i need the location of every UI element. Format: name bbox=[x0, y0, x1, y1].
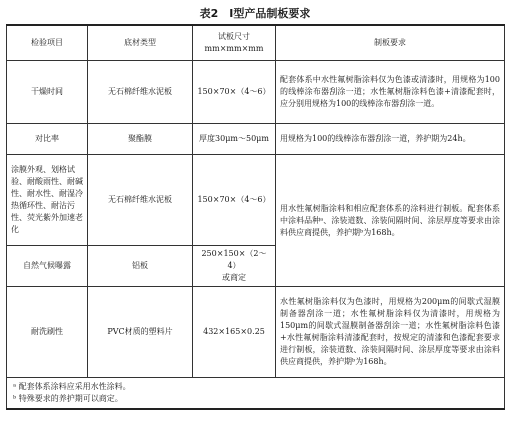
table-notes-row bbox=[7, 378, 505, 410]
cell-size: 250×150×（2～4） 或商定 bbox=[193, 246, 276, 287]
table-note: ᵃ 配套体系涂料应采用水性涂料。 bbox=[13, 382, 131, 391]
cell-size: 150×70×（4～6） bbox=[193, 61, 276, 124]
cell-size: 150×70×（4～6） bbox=[193, 155, 276, 246]
table-notes bbox=[7, 378, 505, 410]
cell-requirement: 配套体系中水性氟树脂涂料仅为色漆或清漆时，用规格为100的线棒涂布器刮涂一道；水性氟树脂涂料色漆+清漆配套时，应分别用规格为100的线棒涂布器刮涂一道。 bbox=[276, 61, 505, 124]
cell-test-item: 对比率 bbox=[7, 124, 88, 155]
cell-requirement: 用规格为100的线棒涂布器刮涂一道，养护期为24h。 bbox=[276, 124, 505, 155]
cell-size: 432×165×0.25 bbox=[193, 287, 276, 378]
cell-test-item: 干燥时间 bbox=[7, 61, 88, 124]
table-row bbox=[7, 124, 505, 155]
cell-substrate: 铝板 bbox=[88, 246, 193, 287]
cell-test-item: 耐洗刷性 bbox=[7, 287, 88, 378]
table-title: 表2 Ⅰ型产品制板要求 bbox=[199, 7, 311, 20]
cell-test-item: 自然气候曝露 bbox=[7, 246, 88, 287]
cell-size: 厚度30μm～50μm bbox=[193, 124, 276, 155]
cell-substrate: PVC材质的塑料片 bbox=[88, 287, 193, 378]
table-row bbox=[7, 287, 505, 378]
table-row bbox=[7, 155, 505, 246]
header-panel-size: 试板尺寸 mm×mm×mm bbox=[193, 25, 276, 61]
cell-substrate: 聚酯膜 bbox=[88, 124, 193, 155]
header-substrate-type: 底材类型 bbox=[88, 25, 193, 61]
cell-test-item: 涂膜外观、划格试验、耐酸雨性、耐碱性、耐水性、耐湿冷热循环性、耐沾污性、荧光紫外加速老化 bbox=[7, 155, 88, 246]
header-requirements: 制板要求 bbox=[276, 25, 505, 61]
cell-substrate: 无石棉纤维水泥板 bbox=[88, 61, 193, 124]
cell-requirement: 用水性氟树脂涂料和相应配套体系的涂料进行制板。配套体系中涂料品种ᵃ、涂装道数、涂装间隔时间、涂层厚度等要求由涂料供应商提供，养护期ᵇ为168h。 bbox=[276, 155, 505, 287]
table-note: ᵇ 特殊要求的养护期可以商定。 bbox=[13, 394, 123, 403]
sample-preparation-table bbox=[6, 24, 505, 410]
header-test-item: 检验项目 bbox=[7, 25, 88, 61]
cell-requirement: 水性氟树脂涂料仅为色漆时，用规格为200μm的间歇式湿膜制备器刮涂一道；水性氟树脂涂料仅为清漆时，用规格为150μm的间歇式湿膜制备器刮涂一道；水性氟树脂涂料色漆+水性氟树脂涂料清漆配套时，按规定的清漆和色漆配套要求进行制板，涂装道数、涂装间隔时间、涂层厚度等要求由涂料供应商提供，养护期ᵇ为168h。 bbox=[276, 287, 505, 378]
table-row bbox=[7, 61, 505, 124]
cell-substrate: 无石棉纤维水泥板 bbox=[88, 155, 193, 246]
header-row bbox=[7, 25, 505, 61]
